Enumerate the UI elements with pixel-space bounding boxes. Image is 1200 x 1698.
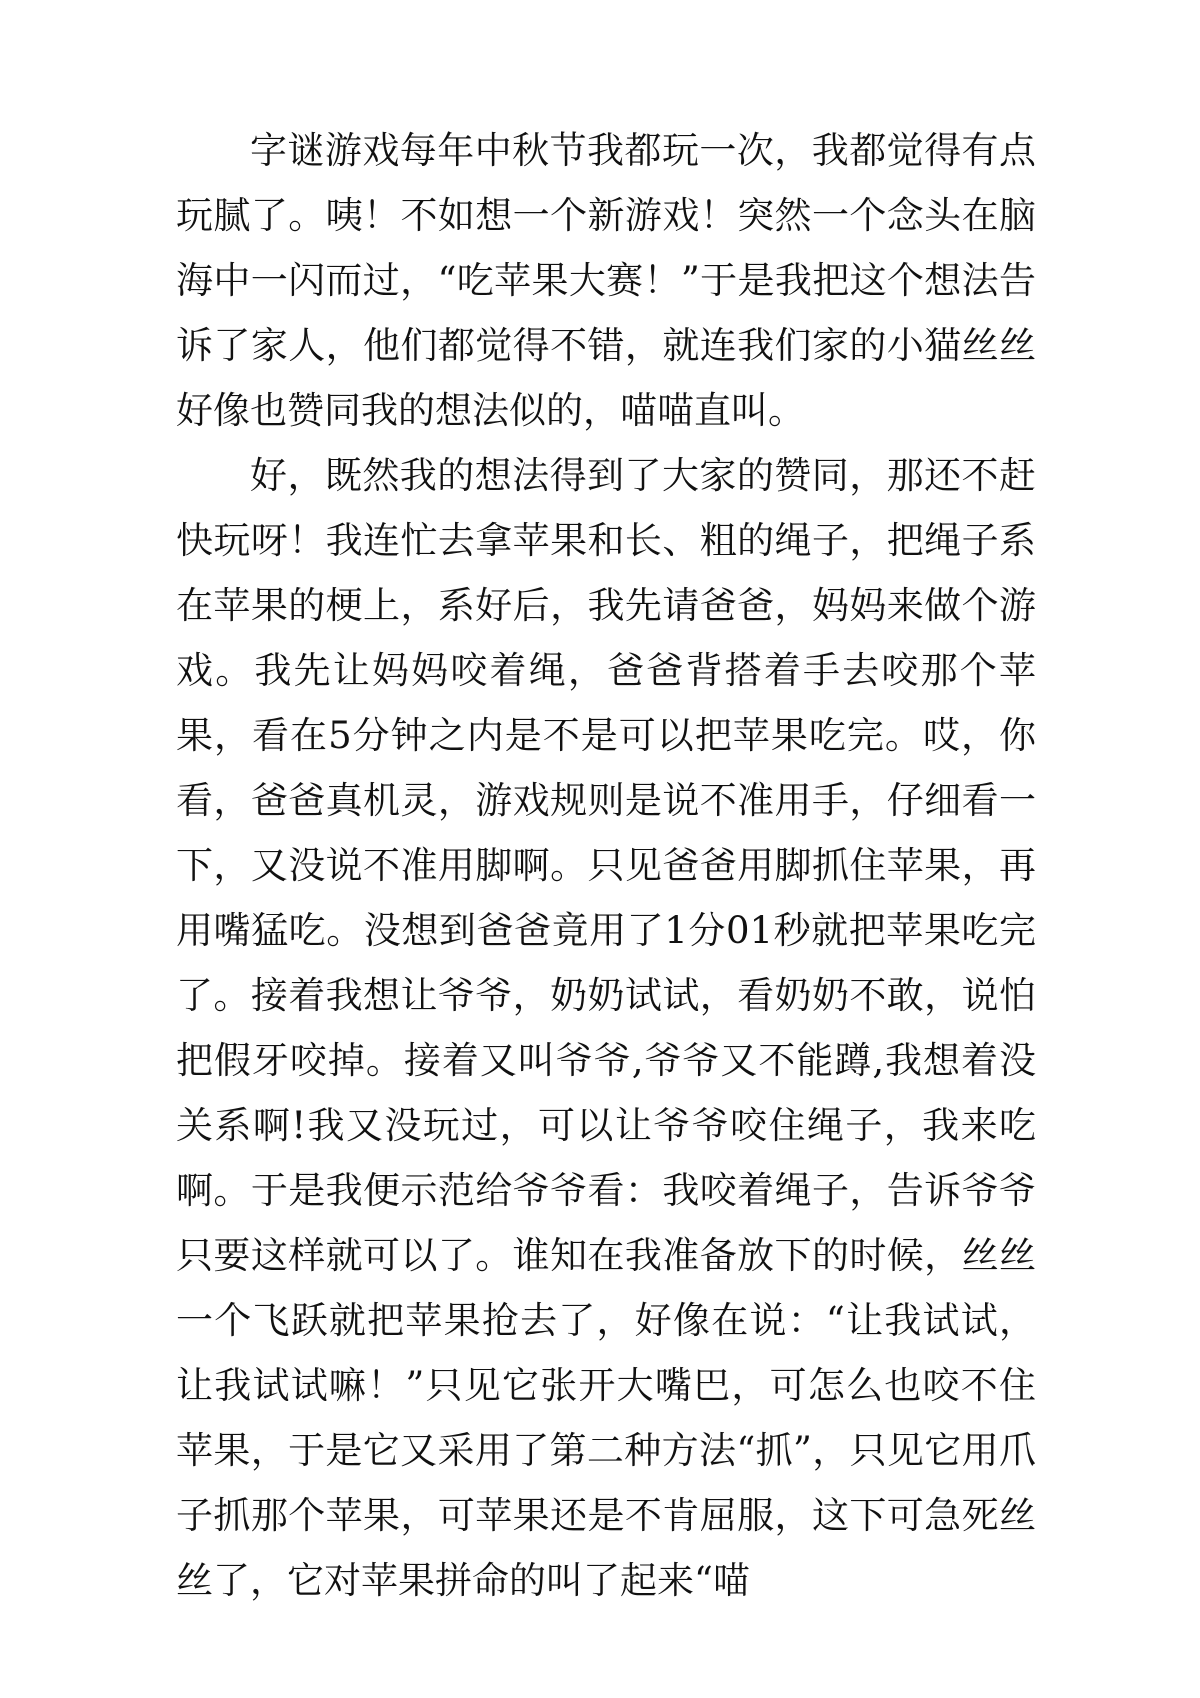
paragraph-1: 字谜游戏每年中秋节我都玩一次，我都觉得有点玩腻了。咦！不如想一个新游戏！突然一个念头在脑海中一闪而过，“吃苹果大赛！”于是我把这个想法告诉了家人，他们都觉得不错，就连我们家的小猫丝丝好像也赞同我的想法似的，喵喵直叫。 [176,129,1036,432]
paragraph-2: 好，既然我的想法得到了大家的赞同，那还不赶快玩呀！我连忙去拿苹果和长、粗的绳子，把绳子系在苹果的梗上，系好后，我先请爸爸，妈妈来做个游戏。我先让妈妈咬着绳，爸爸背搭着手去咬那个苹果，看在5分钟之内是不是可以把苹果吃完。哎，你看，爸爸真机灵，游戏规则是说不准用手，仔细看一下，又没说不准用脚啊。只见爸爸用脚抓住苹果，再用嘴猛吃。没想到爸爸竟用了1分01秒就把苹果吃完了。接着我想让爷爷，奶奶试试，看奶奶不敢，说怕把假牙咬掉。接着又叫爷爷,爷爷又不能蹲,我想着没关系啊!我又没玩过，可以让爷爷咬住绳子，我来吃啊。于是我便示范给爷爷看：我咬着绳子，告诉爷爷只要这样就可以了。谁知在我准备放下的时候，丝丝一个飞跃就把苹果抢去了，好像在说：“让我试试，让我试试嘛！”只见它张开大嘴巴，可怎么也咬不住苹果，于是它又采用了第二种方法“抓”，只见它用爪子抓那个苹果，可苹果还是不肯屈服，这下可急死丝丝了，它对苹果拼命的叫了起来“喵 [176,454,1036,1602]
document-body [176,118,1036,1613]
